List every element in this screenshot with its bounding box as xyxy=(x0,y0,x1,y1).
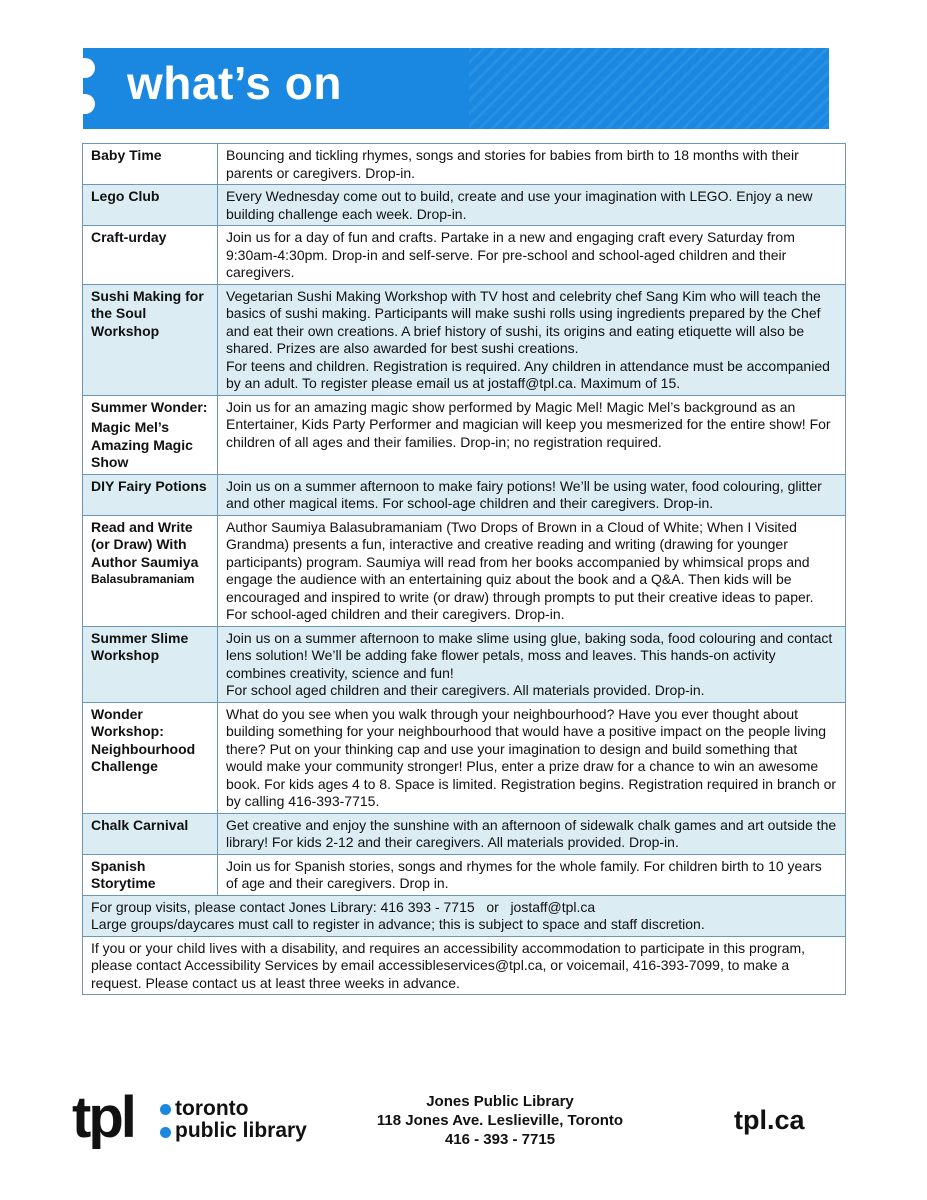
logo-dot xyxy=(160,1104,171,1115)
event-name-line: Summer Wonder: xyxy=(91,398,208,415)
library-name: Jones Public Library xyxy=(426,1093,574,1110)
events-table xyxy=(82,143,846,995)
event-description: Author Saumiya Balasubramaniam (Two Drops of Brown in a Cloud of White; When I Visited Grandma) presents a fun, interactive and creative reading and writing (drawing for younger participants) program. Saumiya will read from her books accompanied by whimsical props and engage the audience with an entertaining quiz about the book and a Q&A. Then kids will be encouraged and inspired to write (or draw) through prompts to put their creative ideas to paper. For school-aged children and their caregivers. Drop-in. xyxy=(218,515,846,626)
table-row xyxy=(83,813,846,854)
table-row xyxy=(83,936,846,995)
event-name: DIY Fairy Potions xyxy=(83,474,218,515)
library-address: 118 Jones Ave. Leslieville, Toronto xyxy=(376,1112,624,1129)
table-row xyxy=(83,284,846,395)
table-row xyxy=(83,474,846,515)
event-name: Baby Time xyxy=(83,144,218,185)
event-description: Bouncing and tickling rhymes, songs and stories for babies from birth to 18 months with their parents or caregivers. Drop-in. xyxy=(218,144,846,185)
group-visits-line: For group visits, please contact Jones Library: 416 393 - 7715 or jostaff@tpl.ca xyxy=(91,898,596,915)
event-description: Every Wednesday come out to build, create and use your imagination with LEGO. Enjoy a new building challenge each week. Drop-in. xyxy=(218,185,846,226)
event-description-text: Vegetarian Sushi Making Workshop with TV host and celebrity chef Sang Kim who will teach the basics of sushi making. Participants will make sushi rolls using ingredients prepared by the Chef and eat their own creations. A brief history of sushi, its origins and eating etiquette will also be shared. Prizes are also awarded for best sushi creations. xyxy=(226,287,821,356)
group-visits-note xyxy=(83,895,846,936)
event-name: Wonder Workshop: Neighbourhood Challenge xyxy=(83,702,218,813)
event-name: Sushi Making for the Soul Workshop xyxy=(83,284,218,395)
table-row xyxy=(83,854,846,895)
page-title: what’s on xyxy=(127,57,342,109)
event-description: Join us for an amazing magic show performed by Magic Mel! Magic Mel’s background as an Entertainer, Kids Party Performer and magician will keep you mesmerized for the entire show! For children of all ages and their families. Drop-in; no registration required. xyxy=(218,395,846,474)
group-visits-line: Large groups/daycares must call to register in advance; this is subject to space and staff discretion. xyxy=(91,916,705,932)
event-description: Join us on a summer afternoon to make fairy potions! We’ll be using water, food colouring, glitter and other magical items. For school-age children and their caregivers. Drop-in. xyxy=(218,474,846,515)
table-row xyxy=(83,895,846,936)
table-row xyxy=(83,626,846,702)
event-name: Lego Club xyxy=(83,185,218,226)
header-banner xyxy=(83,48,829,129)
event-name xyxy=(83,395,218,474)
tpl-logo xyxy=(72,1085,312,1154)
table-row xyxy=(83,226,846,285)
logo-line: toronto xyxy=(175,1097,249,1120)
event-name: Spanish Storytime xyxy=(83,854,218,895)
accessibility-note: If you or your child lives with a disability, and requires an accessibility accommodation to participate in this program, please contact Accessibility Services by email accessibleservices@tpl.ca, or voicemail, 416-393-7099, to make a request. Please contact us at least three weeks in advance. xyxy=(83,936,846,995)
event-description: Join us for Spanish stories, songs and rhymes for the whole family. For children birth to 10 years of age and their caregivers. Drop in. xyxy=(218,854,846,895)
logo-line: public library xyxy=(175,1119,307,1142)
logo-letters: tpl xyxy=(72,1085,134,1150)
table-row xyxy=(83,515,846,626)
event-description xyxy=(218,626,846,702)
table-row xyxy=(83,702,846,813)
library-phone: 416 - 393 - 7715 xyxy=(444,1131,556,1148)
banner-pattern xyxy=(469,48,829,129)
event-description: Join us for a day of fun and crafts. Partake in a new and engaging craft every Saturday from 9:30am-4:30pm. Drop-in and self-serve. For pre-school and school-aged children and their caregivers. xyxy=(218,226,846,285)
event-name-line: Magic Mel’s Amazing Magic Show xyxy=(91,419,193,470)
event-name: Chalk Carnival xyxy=(83,813,218,854)
event-description-text: For school aged children and their caregivers. All materials provided. Drop-in. xyxy=(226,682,705,698)
table-row xyxy=(83,185,846,226)
table-row xyxy=(83,395,846,474)
event-description-text: Join us on a summer afternoon to make slime using glue, baking soda, food colouring and contact lens solution! We’ll be adding fake flower petals, moss and leaves. This hands-on activity combines creativity, science and fun! xyxy=(226,629,833,681)
event-name: Craft-urday xyxy=(83,226,218,285)
banner-notch xyxy=(83,94,95,114)
logo-dot xyxy=(160,1127,171,1138)
event-name xyxy=(83,515,218,626)
event-name-line: Read and Write (or Draw) With Author Saumiya xyxy=(91,518,199,570)
event-description: Get creative and enjoy the sunshine with an afternoon of sidewalk chalk games and art outside the library! For kids 2-12 and their caregivers. All materials provided. Drop-in. xyxy=(218,813,846,854)
event-name-line: Balasubramaniam xyxy=(91,572,195,586)
library-info xyxy=(330,1092,670,1149)
event-description xyxy=(218,284,846,395)
logo-words xyxy=(175,1098,307,1142)
table-row xyxy=(83,144,846,185)
event-description: What do you see when you walk through your neighbourhood? Have you ever thought about building something for your neighbourhood that would have a positive impact on the people living there? Put on your thinking cap and use your imagination to design and build something that would make your community stronger! Plus, enter a prize draw for a chance to win an awesome book. For kids ages 4 to 8. Space is limited. Registration begins. Registration required in branch or by calling 416-393-7715. xyxy=(218,702,846,813)
website-link[interactable]: tpl.ca xyxy=(734,1105,805,1135)
event-description-text: For teens and children. Registration is required. Any children in attendance must be accompanied by an adult. To register please email us at jostaff@tpl.ca. Maximum of 15. xyxy=(226,357,830,391)
event-name: Summer Slime Workshop xyxy=(83,626,218,702)
banner-notch xyxy=(83,58,95,78)
